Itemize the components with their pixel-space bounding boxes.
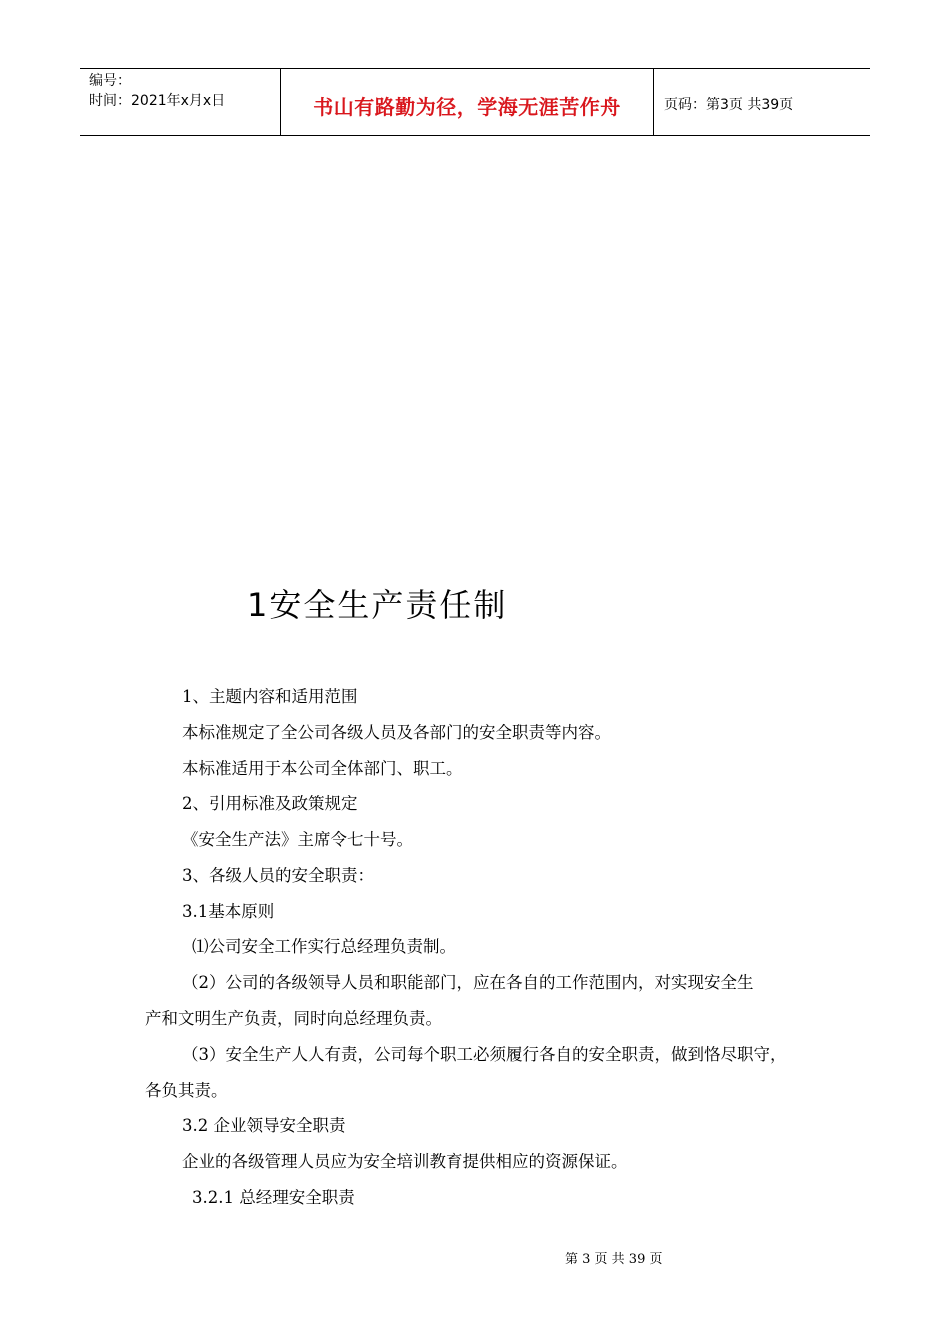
motto-text: 书山有路勤为径，学海无涯苦作舟 (313, 95, 621, 119)
section-heading-1: 1、主题内容和适用范围 (182, 687, 358, 706)
body-paragraph: ⑴公司安全工作实行总经理负责制。 (192, 937, 456, 956)
section-heading-3: 3、各级人员的安全职责： (182, 866, 374, 885)
body-paragraph: 本标准规定了全公司各级人员及各部门的安全职责等内容。 (182, 723, 611, 742)
subsection-heading: 3.2.1 总经理安全职责 (192, 1188, 355, 1207)
body-paragraph: 本标准适用于本公司全体部门、职工。 (182, 759, 463, 778)
body-paragraph: 《安全生产法》主席令七十号。 (182, 830, 413, 849)
document-date-label: 时间：2021年x月x日 (89, 93, 226, 109)
document-code-label: 编号： (89, 73, 131, 89)
body-paragraph: 企业的各级管理人员应为安全培训教育提供相应的资源保证。 (182, 1152, 628, 1171)
header-page-info (654, 69, 870, 135)
body-paragraph-continuation: 各负其责。 (145, 1081, 228, 1100)
header-motto (281, 69, 654, 135)
document-title: 1安全生产责任制 (247, 586, 508, 624)
subsection-heading: 3.1基本原则 (182, 902, 275, 921)
body-paragraph: （2）公司的各级领导人员和职能部门，应在各自的工作范围内，对实现安全生 (182, 973, 754, 992)
header-meta-cell (80, 69, 281, 135)
page-header (80, 68, 870, 136)
section-heading-2: 2、引用标准及政策规定 (182, 794, 358, 813)
footer-page-number: 第 3 页 共 39 页 (565, 1252, 663, 1267)
body-paragraph: （3）安全生产人人有责，公司每个职工必须履行各自的安全职责，做到恪尽职守， (182, 1045, 787, 1064)
body-paragraph-continuation: 产和文明生产负责，同时向总经理负责。 (145, 1009, 442, 1028)
page-info-text: 页码：第3页 共39页 (664, 97, 794, 113)
subsection-heading: 3.2 企业领导安全职责 (182, 1116, 346, 1135)
